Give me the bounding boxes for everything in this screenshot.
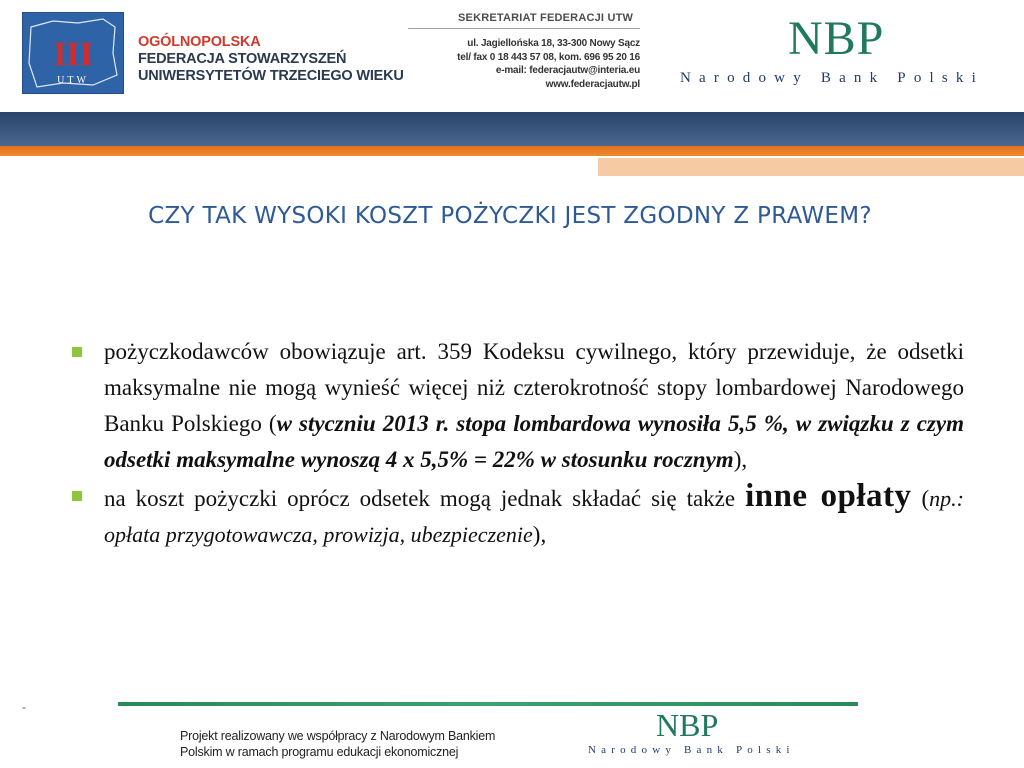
- federation-name: [138, 34, 404, 85]
- nbp-logo-letters: NBP: [788, 12, 885, 65]
- bullet1-emphasis: w styczniu 2013 r. stopa lombardowa wynosiła 5,5 %, w związku z czym odsetki maksymalne wynoszą 4 x 5,5% = 22% w stosunku rocznym: [104, 411, 964, 472]
- bullet1-text-a: pożyczkodawców obowiązuje art. 359 Kodeksu cywilnego, który przewiduje, że odsetki maksymalne nie mogą wynieść więcej niż czterokrotność stopy lombardowej Narodowego Banku Polskiego (: [104, 339, 964, 436]
- secretariat-contact: [408, 12, 640, 91]
- secretariat-website: www.federacjautw.pl: [545, 78, 640, 90]
- slide-header: [0, 0, 1024, 112]
- footer-project-note: [180, 728, 495, 760]
- header-band-peach: [598, 158, 1024, 176]
- slide-content: [72, 334, 964, 553]
- nbp-logo-top: [680, 14, 1010, 87]
- footer-project-line-1: Projekt realizowany we współpracy z Narodowym Bankiem: [180, 729, 496, 743]
- federation-line-1: OGÓLNOPOLSKA: [138, 34, 261, 50]
- nbp-logo-name: Narodowy Bank Polski: [680, 70, 984, 86]
- footer-project-line-2: Polskim w ramach programu edukacji ekonomicznej: [180, 745, 459, 759]
- bullet2-text-b: (: [911, 486, 930, 511]
- secretariat-email: e-mail: federacjautw@interia.eu: [495, 65, 640, 76]
- bullet2-italic-a: np.: [929, 486, 957, 511]
- secretariat-title: SEKRETARIAT FEDERACJI UTW: [408, 12, 640, 29]
- nbp-logo-bottom: [588, 708, 808, 756]
- bullet1-text-b: ),: [733, 447, 748, 472]
- utw-logo-numeral: III: [53, 36, 93, 73]
- bullet2-emphasis: inne opłaty: [745, 478, 912, 514]
- nbp-footer-name: Narodowy Bank Polski: [588, 744, 795, 756]
- bullet-square-icon: [72, 347, 82, 357]
- bullet2-text-a: na koszt pożyczki oprócz odsetek mogą jednak składać się także: [104, 486, 746, 511]
- federation-line-3: UNIWERSYTETÓW TRZECIEGO WIEKU: [138, 68, 404, 84]
- slide-title: CZY TAK WYSOKI KOSZT POŻYCZKI JEST ZGODNY Z PRAWEM?: [148, 203, 872, 229]
- bullet-item-2: [72, 478, 964, 553]
- secretariat-address: ul. Jagiellońska 18, 33-300 Nowy Sącz: [467, 38, 640, 49]
- secretariat-phone: tel/ fax 0 18 443 57 08, kom. 696 95 20 16: [457, 51, 640, 63]
- bullet2-italic-b: : opłata przygotowawcza, prowizja, ubezpieczenie: [104, 486, 964, 547]
- utw-logo: [22, 12, 124, 94]
- federation-line-2: FEDERACJA STOWARZYSZEŃ: [138, 51, 347, 67]
- bullet2-text-c: ),: [532, 522, 547, 547]
- bullet-item-1: [72, 334, 964, 478]
- utw-logo-text: UTW: [57, 75, 89, 86]
- nbp-footer-letters: NBP: [656, 707, 719, 743]
- header-band-orange: [0, 146, 1024, 156]
- footer-divider: [118, 702, 858, 706]
- header-band-blue: [0, 112, 1024, 146]
- bullet-square-icon: [72, 491, 82, 501]
- footer-dash: -: [22, 700, 26, 714]
